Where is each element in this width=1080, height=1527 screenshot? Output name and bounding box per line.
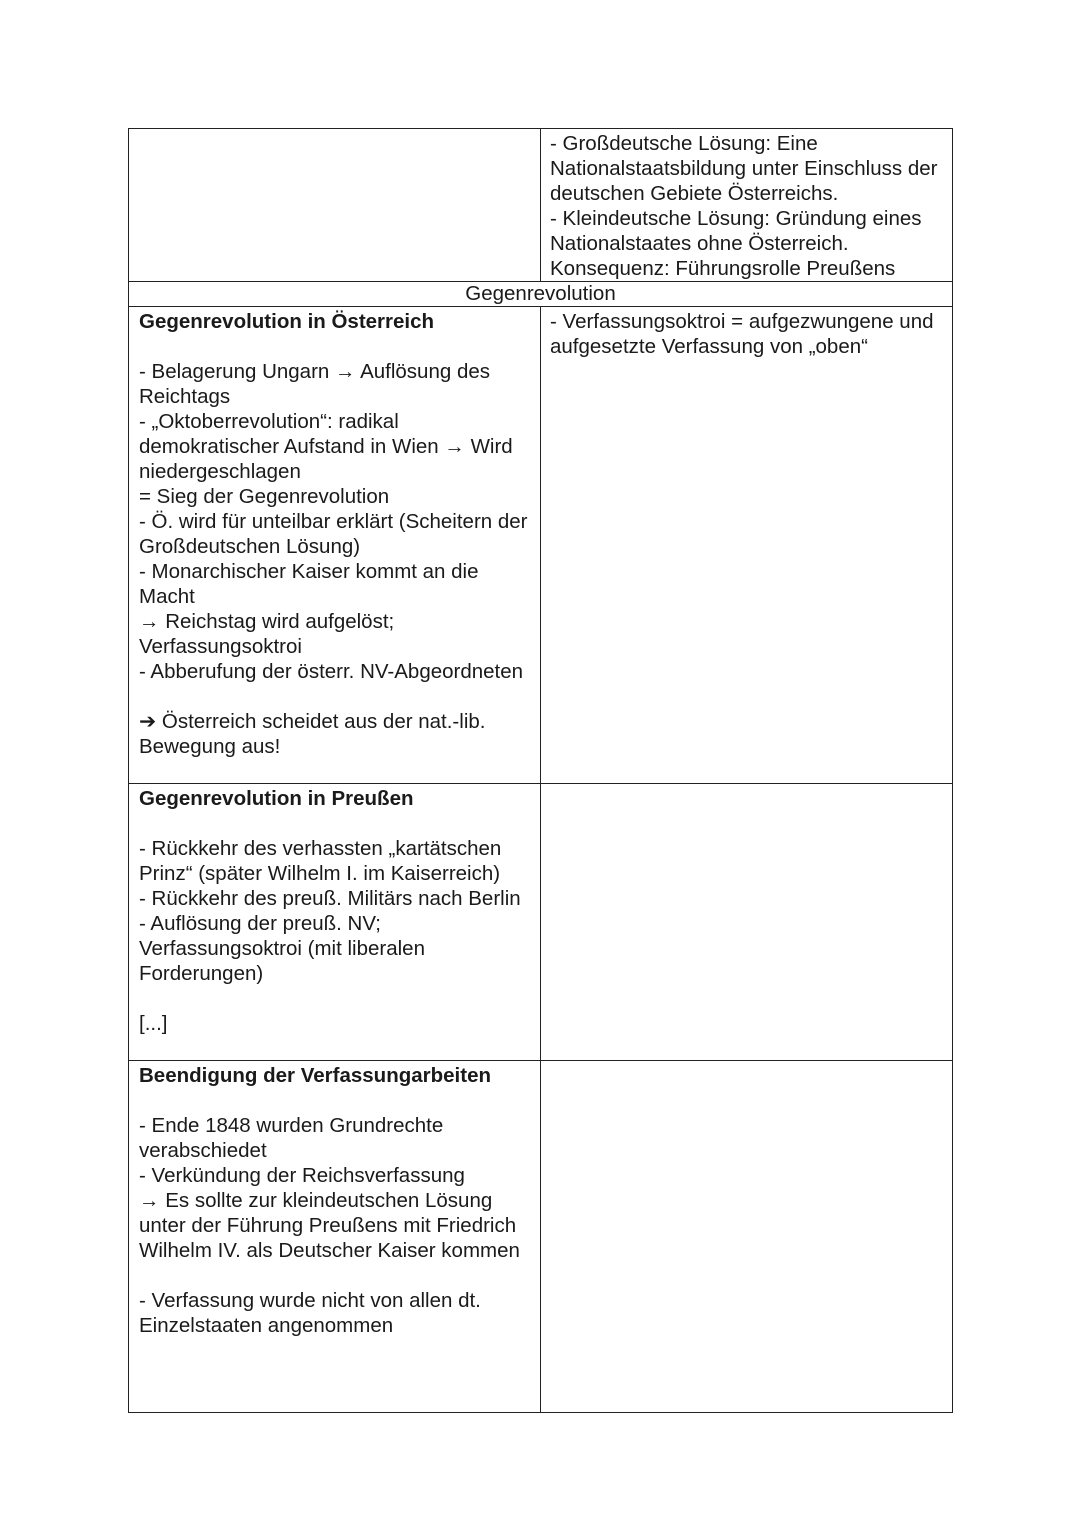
notes-table — [128, 128, 953, 1413]
intro-right-cell: - Großdeutsche Lösung: Eine Nationalstaatsbildung unter Einschluss der deutschen Gebiete Österreichs. - Kleindeutsche Lösung: Gründung eines Nationalstaates ohne Österreich. Konsequenz: Führungsrolle Preußens — [541, 129, 953, 282]
verfassung-cell — [129, 1061, 541, 1413]
verfassung-body: - Ende 1848 wurden Grundrechte verabschiedet - Verkündung der Reichsverfassung → Es sollte zur kleindeutschen Lösung unter der Führung Preußens mit Friedrich Wilhelm IV. als Deutscher Kaiser kommen - Verfassung wurde nicht von allen dt. Einzelstaaten angenommen — [139, 1114, 520, 1337]
section-header-gegenrevolution: Gegenrevolution — [129, 282, 953, 307]
preussen-cell — [129, 784, 541, 1061]
table-row-intro — [129, 129, 953, 282]
oesterreich-cell — [129, 307, 541, 784]
oesterreich-notes-cell: - Verfassungsoktroi = aufgezwungene und aufgesetzte Verfassung von „oben“ — [541, 307, 953, 784]
preussen-heading: Gegenrevolution in Preußen — [139, 787, 414, 810]
oesterreich-heading: Gegenrevolution in Österreich — [139, 310, 435, 333]
oesterreich-body: - Belagerung Ungarn → Auflösung des Reichtags - „Oktoberrevolution“: radikal demokratischer Aufstand in Wien → Wird niedergeschlagen = Sieg der Gegenrevolution - Ö. wird für unteilbar erklärt (Scheitern der Großdeutschen Lösung) - Monarchischer Kaiser kommt an die Macht → Reichstag wird aufgelöst; Verfassungsoktroi - Abberufung der österr. NV-Abgeordneten ➔ Österreich scheidet aus der nat.-lib. Bewegung aus! — [139, 360, 528, 758]
preussen-notes-cell — [541, 784, 953, 1061]
preussen-body: - Rückkehr des verhassten „kartätschen Prinz“ (später Wilhelm I. im Kaiserreich) - Rückkehr des preuß. Militärs nach Berlin - Auflösung der preuß. NV; Verfassungsoktroi (mit liberalen Forderungen) [...] — [139, 837, 521, 1035]
table-row-oesterreich — [129, 307, 953, 784]
verfassung-heading: Beendigung der Verfassungarbeiten — [139, 1064, 491, 1087]
table-row-verfassung — [129, 1061, 953, 1413]
table-row-section-header — [129, 282, 953, 307]
table-row-preussen — [129, 784, 953, 1061]
intro-left-cell — [129, 129, 541, 282]
verfassung-notes-cell — [541, 1061, 953, 1413]
